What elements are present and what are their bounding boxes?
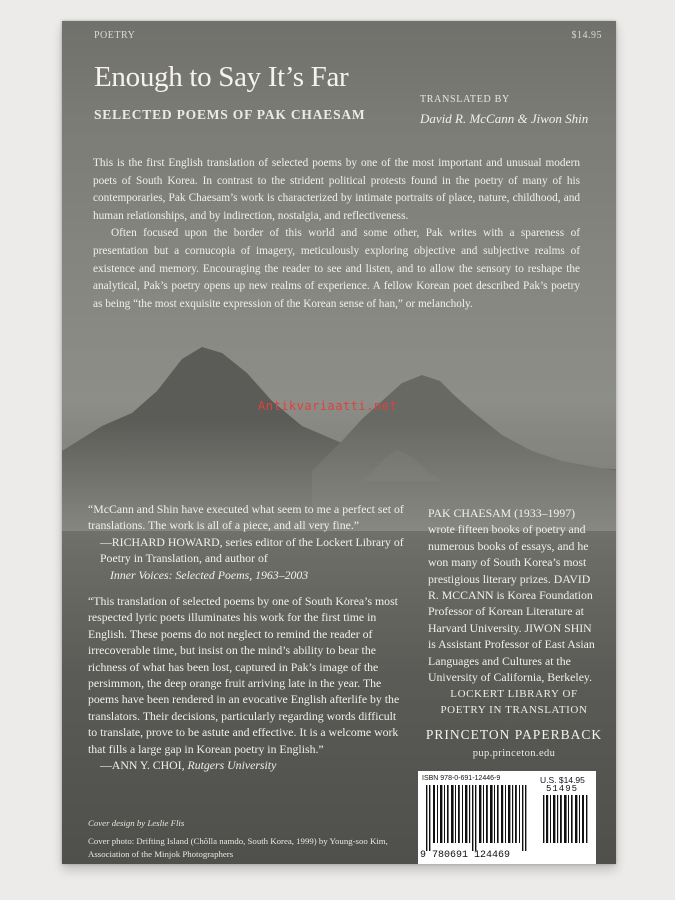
cover-design-credit: Cover design by Leslie Flis — [88, 818, 185, 828]
barcode-isbn: ISBN 978-0-691-12446-9 — [422, 775, 501, 782]
book-subtitle: SELECTED POEMS OF PAK CHAESAM — [94, 107, 366, 122]
cover-photo-credit: Cover photo: Drifting Island (Chŏlla namdo, South Korea, 1999) by Young-soo Kim, Association of the Minjok Photographers — [88, 836, 388, 859]
ean-barcode-bars — [424, 785, 532, 851]
cover-credits — [88, 817, 388, 860]
quote-2-affiliation: Rutgers University — [187, 758, 277, 773]
book-description — [93, 155, 580, 313]
quote-2-attribution — [88, 757, 408, 773]
author-bio: PAK CHAESAM (1933–1997) wrote fifteen books of poetry and numerous books of essays, and he won many of South Korea’s most prestigious literary prizes. DAVID R. MCCANN is Korea Foundation Professor of Korean Literature at Harvard University. JIWON SHIN is Assistant Professor of East Asian Languages and Cultures at the University of California, Berkeley. — [428, 506, 595, 685]
quote-2-text: “This translation of selected poems by one of South Korea’s most respected lyric poets illuminates his work for the first time in English. These poems do not neglect to remind the reader of irrecoverable time, but insist on the mind’s ability to bear the richness of what has been lost, captured in Pak’s image of the persimmon, the deep orange fruit arriving late in the year. The poems have been rendered in an evocative English afterlife by the translators. Their decisions, particularly regarding words difficult to translate, prove to be astute and effective. It is a welcome work that fills a large gap in Korean poetry in English.” — [88, 594, 400, 756]
blurbs — [88, 501, 408, 774]
book-title: Enough to Say It’s Far — [94, 61, 349, 93]
watermark: Antikvariaatti.net — [258, 399, 398, 413]
quote-1-name: —RICHARD HOWARD, — [100, 534, 223, 549]
series-name: LOCKERT LIBRARY OF POETRY IN TRANSLATION — [440, 688, 588, 716]
publisher-name: PRINCETON PAPERBACK — [425, 727, 603, 742]
barcode-price: U.S. $14.95 — [540, 775, 585, 785]
quote-1-attribution — [88, 534, 408, 567]
price-label: $14.95 — [571, 30, 602, 41]
category-label: POETRY — [94, 30, 136, 41]
quote-1-role: series editor of the Lockert Library of Poetry in Translation, and author of — [100, 534, 404, 566]
quote-2-name: —ANN Y. CHOI, — [100, 758, 185, 773]
barcode — [418, 771, 596, 864]
barcode-ean-number: 9 780691 124469 — [420, 850, 511, 861]
description-paragraph-1: This is the first English translation of selected poems by one of the most important and unusual modern poets of South Korea. In contrast to the strident political protests found in the poetry of many of his contemporaries, Pak Chaesam’s work is characterized by intimate portraits of place, nature, childhood, and human relationships, and by indirection, nostalgia, and reflectiveness. — [93, 157, 580, 222]
addon-barcode-bars — [542, 795, 590, 843]
quote-1-text: “McCann and Shin have executed what seem to me a perfect set of translations. The work is all of a piece, and all very fine.” — [88, 502, 404, 533]
quote-1-work-title: Inner Voices: Selected Poems, 1963–2003 — [110, 567, 309, 582]
barcode-addon-number: 51495 — [546, 784, 579, 794]
publisher-url: pup.princeton.edu — [472, 748, 556, 759]
description-paragraph-2: Often focused upon the border of this world and some other, Pak writes with a spareness of presentation but a cornucopia of imagery, meticulously exploring objective and subjective realms of existence and memory. Encouraging the reader to see and listen, and to allow the sensory to reshape the analytical, Pak’s poetry opens up new realms of experience. A fellow Korean poet described Pak’s poetry as being “the most exquisite expression of the Korean sense of han,” or melancholy. — [93, 227, 580, 310]
translators: David R. McCann & Jiwon Shin — [420, 111, 589, 126]
book-back-cover — [62, 21, 616, 864]
quote-1-work — [88, 567, 408, 583]
translated-by-label: TRANSLATED BY — [420, 94, 510, 105]
